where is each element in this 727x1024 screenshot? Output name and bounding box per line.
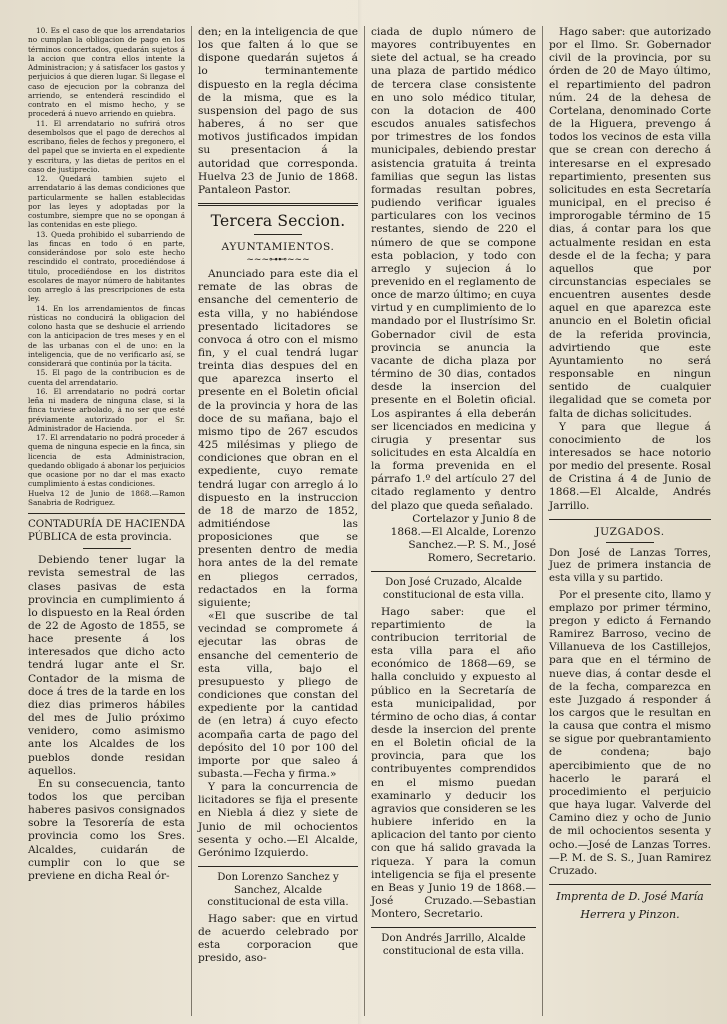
ayuntamientos-body <box>198 268 358 860</box>
condition-10: 10. Es el caso de que los arrendatarios no cumplan la obligacion de pago en los términos concertados, quedarán sujetos á la accion que contra ellos intente la Administracion; y á satisfacer los gastos y perjuicios á que dieren lugar. Si llegase el caso de ejecucion por la cobranza del arriendo, se entenderá rescindido el contrato en el mismo hecho, y se procederá á nuevo arriendo en quiebra. <box>28 26 185 119</box>
column-1 <box>22 26 191 1016</box>
conditions-signature: Huelva 12 de Junio de 1868.—Ramon Sanabria de Rodriguez. <box>28 488 185 507</box>
divider <box>28 513 185 514</box>
condition-14: 14. En los arrendamientos de fincas rústicas no conducirá la obligacion del colono hasta que se deshucie el arriendo con la anticipacion de tres meses y en el de las urbanas con el de uno: en la inteligencia, que de no verificarlo así, se considerará que continúa por la tácita. <box>28 303 185 368</box>
divider <box>198 866 358 867</box>
ornament-icon: ~~~⊶⊷~~~ <box>246 255 310 266</box>
condition-12: 12. Quedará tambien sujeto el arrendatario á las demas condiciones que particularmente se hallen establecidas por las leyes y adoptadas por la costumbre, siempre que no se opongan á las contenidas en este pliego. <box>28 174 185 230</box>
condition-13: 13. Queda prohibido el subarriendo de las fincas en todo ó en parte, considerándose por solo este hecho rescindido el contrato, procediéndose á titulo, procediéndose en los distritos escolares de mayor número de habitantes con arreglo á las prescripciones de esta ley. <box>28 229 185 304</box>
cruzado-heading: Don José Cruzado, Alcalde constitucional de esta villa. <box>382 577 525 601</box>
lanzas-heading: Don José de Lanzas Torres, Juez de primera instancia de esta villa y su partido. <box>549 547 711 584</box>
lorenzo-heading: Don Lorenzo Sanchez y Sanchez, Alcalde constitucional de esta villa. <box>207 872 349 909</box>
imprint-line-2: Herrera y Pinzon. <box>580 908 680 921</box>
columns <box>22 26 717 1016</box>
condition-11: 11. El arrendatario no sufrirá otros desembolsos que el pago de derechos al escribano, fieles de fechos y pregonero, el del papel que se invierta en el expediente y escritura, y las dietas de peritos en el caso de justiprecio. <box>28 118 185 174</box>
cruzado-paragraph: Hago saber: que el repartimiento de la contribucion territorial de esta villa para el año económico de 1868—69, se halla concluido y expuesto al público en la Secretaría de esta municipalidad, por término de ocho dias, á contar desde la insercion del prente en el Boletin oficial de la provincia, para que los contribuyentes comprendidos en el mismo puedan examinarlo y deducir los agravios que consideren se les hubiere inferido en la aplicacion del tanto por ciento con que há salido gravada la riqueza. Y para la comun inteligencia se fija el presente en Beas y Junio 19 de 1868.—José Cruzado.—Sebastian Montero, Secretario. <box>371 605 536 921</box>
column-4 <box>542 26 717 1016</box>
divider-short <box>254 234 302 235</box>
divider <box>371 927 536 928</box>
condition-15: 15. El pago de la contribucion es de cuenta del arrendatario. <box>28 368 185 387</box>
imprint-line-1: Imprenta de D. José María <box>556 890 704 903</box>
divider <box>549 884 711 885</box>
section-divider <box>198 203 358 206</box>
divider <box>549 519 711 520</box>
ayto-paragraph: Y para la concurrencia de licitadores se fija el presente en Niebla á diez y siete de Junio de mil ochocientos sesenta y ocho.—El Alcalde, Gerónimo Izquierdo. <box>198 781 358 859</box>
divider <box>371 571 536 572</box>
conditions-list <box>28 26 185 507</box>
divider-short <box>606 542 654 543</box>
ayuntamientos-title: AYUNTAMIENTOS. <box>221 241 335 254</box>
jarrillo-heading: Don Andrés Jarrillo, Alcalde constitucional de esta villa. <box>381 933 526 957</box>
jarrillo-paragraph: Y para que llegue á conocimiento de los interesados se hace notorio por medio del presente. Rosal de Cristina á 4 de Junio de 1868.—El Alcalde, Andrés Jarrillo. <box>549 420 711 512</box>
column-3 <box>364 26 542 1016</box>
contaduria-continuation: den; en la inteligencia de que los que falten á lo que se dispone quedarán sujetos á lo terminantemente dispuesto en la regla décima de la misma, que es la suspension del pago de sus haberes, á no ser que motivos justificados impidan su presentacion á la autoridad que corresponda. Huelva 23 de Junio de 1868. Pantaleon Pastor. <box>198 26 358 196</box>
condition-16: 16. El arrendatario no podrá cortar leña ni madera de ninguna clase, si la finca tuviese arbolado, á no ser que esté préviamente autorizado por el Sr. Administrador de Hacienda. <box>28 386 185 433</box>
lanzas-paragraph: Por el presente cito, llamo y emplazo por primer término, pregon y edicto á Fernando Ramirez Barroso, vecino de Villanueva de los Castillejos, para que en el término de nueve dias, á contar desde el de la fecha, comparezca en este Juzgado á responder á los cargos que le resultan en la causa que contra el mismo se sigue por quebrantamiento de condena; bajo apercibimiento que de no hacerlo le parará el procedimiento el perjuicio que haya lugar. Valverde del Camino diez y ocho de Junio de mil ochocientos sesenta y ocho.—José de Lanzas Torres. —P. M. de S. S., Juan Ramirez Cruzado. <box>549 588 711 877</box>
contaduria-body <box>28 554 185 883</box>
column-2 <box>191 26 364 1016</box>
lorenzo-start: Hago saber: que en virtud de acuerdo celebrado por esta corporacion que presido, aso- <box>198 912 358 965</box>
medical-post-announcement: ciada de duplo número de mayores contribuyentes en siete del actual, se ha creado una plaza de partido médico de tercera clase consistente en uno solo médico titular, con la dotacion de 400 escudos anuales satisfechos por trimestres de los fondos municipales, debiendo prestar asistencia gratuita á treinta familias que segun las listas formadas resultan pobres, pudiendo verificar iguales particulares con los vecinos restantes, siendo de 220 el número de que se compone esta poblacion, y todo con arreglo y sujecion á lo prevenido en el reglamento de once de marzo último; en cuya virtud y en cumplimiento de lo mandado por el Ilustrísimo Sr. Gobernador civil de esta provincia se anuncia la vacante de dicha plaza por término de 30 dias, contados desde la insercion del presente en el Boletin oficial. Los aspirantes á ella deberán ser licenciados en medicina y cirugia y presentar sus solicitudes en esta Alcaldía en la forma prevenida en el párrafo 1.º del artículo 27 del citado reglamento y dentro del plazo que queda señalado. <box>371 26 536 512</box>
contaduria-heading: CONTADURÍA DE HACIENDA PÚBLICA de esta provincia. <box>28 519 185 543</box>
divider-short <box>83 548 131 549</box>
jarrillo-paragraph: Hago saber: que autorizado por el Ilmo. Sr. Gobernador civil de la provincia, por su órden de 20 de Mayo último, el repartimiento del padron núm. 24 de la dehesa de Cortelana, denominado Corte de la Higuera, prevengo á todos los vecinos de esta villa que se crean con derecho á interesarse en el expresado repartimiento, presenten sus solicitudes en esta Secretaría municipal, en el preciso é improrogable término de 15 dias, á contar para los que actualmente residan en esta desde el de la fecha; y para aquellos que por circunstancias especiales se encuentren ausentes desde aquel en que aparezca este anuncio en el Boletin oficial de la referida provincia, advirtiendo que este Ayuntamiento no será responsable en ningun sentido de cualquier ilegalidad que se cometa por falta de dichas solicitudes. <box>549 26 711 420</box>
cortelazor-signature: Cortelazor y Junio 8 de 1868.—El Alcalde, Lorenzo Sanchez.—P. S. M., José Romero, Secretario. <box>390 512 536 565</box>
ayto-paragraph: Anunciado para este dia el remate de las obras de ensanche del cementerio de esta villa, y no habiéndose presentado licitadores se convoca á otro con el mismo fin, y el cual tendrá lugar treinta dias despues del en que aparezca inserto el presente en el Boletin oficial de la provincia y hora de las doce de su mañana, bajo el mismo tipo de 267 escudos 425 milésimas y pliego de condiciones que obran en el expediente, cuyo remate tendrá lugar con arreglo á lo dispuesto en la instruccion de 18 de marzo de 1852, admitiéndose las proposiciones que se presenten dentro de media hora antes de la del remate en pliegos cerrados, redactados en la forma siguiente; <box>198 268 358 609</box>
contaduria-paragraph: Debiendo tener lugar la revista semestral de las clases pasivas de esta provincia en cumplimiento á lo dispuesto en la Real órden de 22 de Agosto de 1855, se hace presente á los interesados que dicho acto tendrá lugar ante el Sr. Contador de la misma de doce á tres de la tarde en los diez dias primeros hábiles del mes de Julio próximo venidero, como asimismo ante los Alcaldes de los pueblos donde residan aquellos. <box>28 554 185 777</box>
ayto-paragraph: «El que suscribe de tal vecindad se compromete á ejecutar las obras de ensanche del cementerio de esta villa, bajo el presupuesto y pliego de condiciones que constan del expediente por la cantidad de (en letra) á cuyo efecto acompaña carta de pago del depósito del 10 por 100 del importe por que saleo á subasta.—Fecha y firma.» <box>198 610 358 780</box>
contaduria-paragraph: En su consecuencia, tanto todos los que perciban haberes pasivos consignados sobre la Tesorería de esta provincia como los Sres. Alcaldes, cuidarán de cumplir con lo que se previene en dicha Real ór- <box>28 777 185 882</box>
section-title: Tercera Seccion. <box>210 212 346 231</box>
condition-17: 17. El arrendatario no podrá proceder á quema de ninguna especie en la finca, sin licencia de esta Administracion, quedando obligado á abonar los perjuicios que ocasione por no dar el mas exacto cumplimiento á estas condiciones. <box>28 433 185 489</box>
juzgados-title: JUZGADOS. <box>595 525 665 538</box>
